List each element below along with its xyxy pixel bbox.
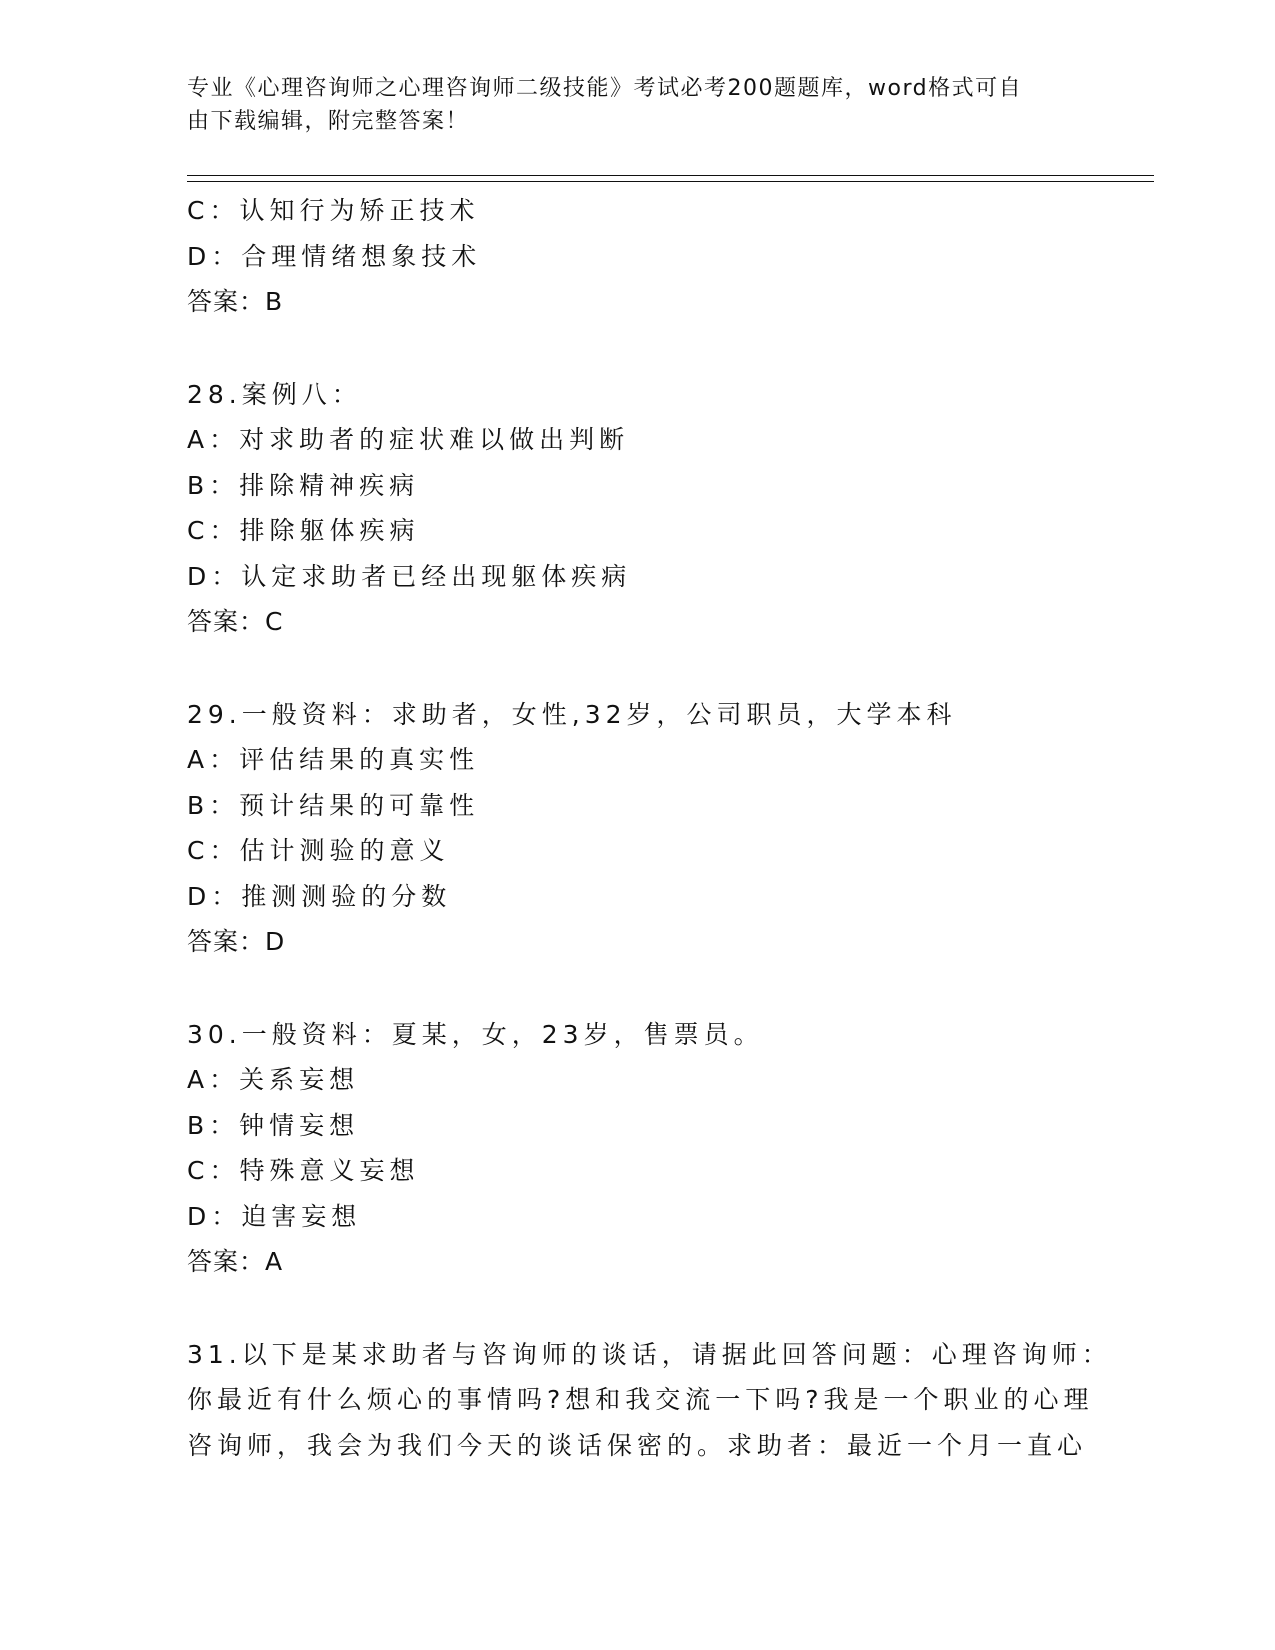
question-31 xyxy=(187,1332,1112,1469)
option-c: C：估计测验的意义 xyxy=(187,836,450,865)
option-c: C：认知行为矫正技术 xyxy=(187,196,480,225)
option-d: D：推测测验的分数 xyxy=(187,881,452,911)
spacer xyxy=(187,645,1087,692)
option-d: D：合理情绪想象技术 xyxy=(187,241,482,271)
continued-question xyxy=(187,188,1087,325)
option-a: A：评估结果的真实性 xyxy=(187,745,480,774)
option-b: B：排除精神疾病 xyxy=(187,470,420,500)
option-b: B：钟情妄想 xyxy=(187,1110,360,1140)
answer-line: 答案：B xyxy=(187,287,284,316)
question-content xyxy=(187,188,1112,1468)
spacer xyxy=(187,965,1087,1012)
spacer xyxy=(187,325,1087,372)
option-b: B：预计结果的可靠性 xyxy=(187,790,480,820)
option-a: A：对求助者的症状难以做出判断 xyxy=(187,425,630,454)
option-a: A：关系妄想 xyxy=(187,1065,360,1094)
option-c: C：排除躯体疾病 xyxy=(187,516,420,545)
answer-line: 答案：C xyxy=(187,607,284,636)
header-line-1: 专业《心理咨询师之心理咨询师二级技能》考试必考200题题库，word格式可自 xyxy=(187,76,1023,101)
header-rule-top xyxy=(187,175,1154,176)
spacer xyxy=(187,1285,1087,1332)
option-d: D：认定求助者已经出现躯体疾病 xyxy=(187,561,632,591)
header-line-2: 由下载编辑，附完整答案！ xyxy=(187,109,470,134)
question-stem: 30.一般资料：夏某，女，23岁，售票员。 xyxy=(187,1019,764,1049)
document-header xyxy=(187,72,1067,138)
question-stem-line-3: 咨询师，我会为我们今天的谈话保密的。求助者：最近一个月一直心 xyxy=(187,1430,1088,1460)
question-stem-line-1: 31.以下是某求助者与咨询师的谈话，请据此回答问题：心理咨询师： xyxy=(187,1339,1112,1369)
answer-line: 答案：D xyxy=(187,927,286,956)
question-stem-line-2: 你最近有什么烦心的事情吗?想和我交流一下吗?我是一个职业的心理 xyxy=(187,1385,1094,1414)
question-stem: 28.案例八： xyxy=(187,379,362,409)
question-stem: 29.一般资料：求助者，女性,32岁，公司职员，大学本科 xyxy=(187,699,957,729)
question-29 xyxy=(187,692,1087,965)
option-d: D：迫害妄想 xyxy=(187,1201,362,1231)
answer-line: 答案：A xyxy=(187,1247,284,1276)
option-c: C：特殊意义妄想 xyxy=(187,1156,420,1185)
question-30 xyxy=(187,1012,1087,1285)
question-28 xyxy=(187,372,1087,645)
header-rule-bottom xyxy=(187,181,1154,182)
